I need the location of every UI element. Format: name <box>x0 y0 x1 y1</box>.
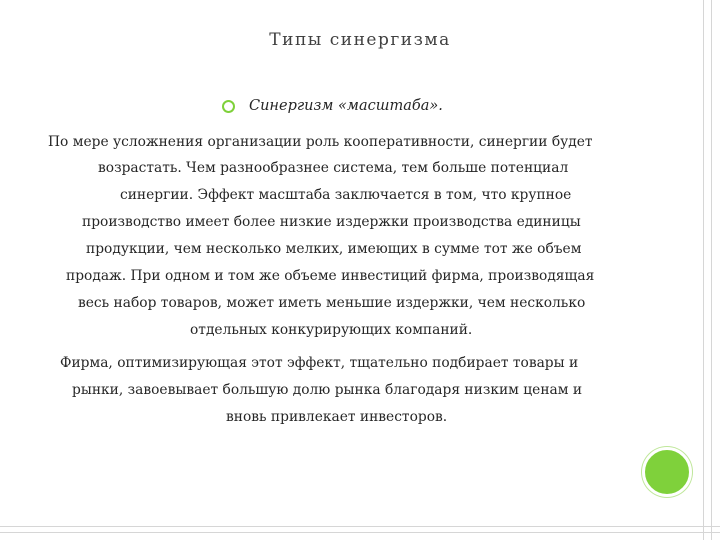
frame-bottom-inner-line <box>0 526 720 527</box>
paragraph2-line: Фирма, оптимизирующая этот эффект, тщательно подбирает товары и <box>60 355 579 371</box>
frame-right-inner-line <box>703 0 704 540</box>
paragraph1-line: продукции, чем несколько мелких, имеющих в сумме тот же объем <box>86 241 582 257</box>
paragraph1-line: производство имеет более низкие издержки производства единицы <box>82 214 581 230</box>
paragraph1-line: продаж. При одном и том же объеме инвестиций фирма, производящая <box>66 268 595 284</box>
frame-bottom-outer-line <box>0 532 720 533</box>
slide-title: Типы синергизма <box>269 30 451 50</box>
paragraph1-line: По мере усложнения организации роль кооперативности, синергии будет <box>48 134 593 150</box>
paragraph1-line: отдельных конкурирующих компаний. <box>190 322 473 338</box>
bullet-text: Синергизм «масштаба». <box>249 98 443 114</box>
paragraph1-line: синергии. Эффект масштаба заключается в том, что крупное <box>120 187 572 203</box>
paragraph1-line: весь набор товаров, может иметь меньшие издержки, чем несколько <box>78 295 586 311</box>
paragraph1-line: возрастать. Чем разнообразнее система, тем больше потенциал <box>98 160 569 176</box>
frame-right-outer-line <box>711 0 712 540</box>
paragraph2-line: вновь привлекает инвесторов. <box>226 409 448 425</box>
paragraph2-line: рынки, завоевывает большую долю рынка благодаря низким ценам и <box>72 382 583 398</box>
bullet-ring-icon <box>222 100 235 113</box>
bullet-item <box>222 98 443 114</box>
green-circle-decoration <box>642 447 692 497</box>
